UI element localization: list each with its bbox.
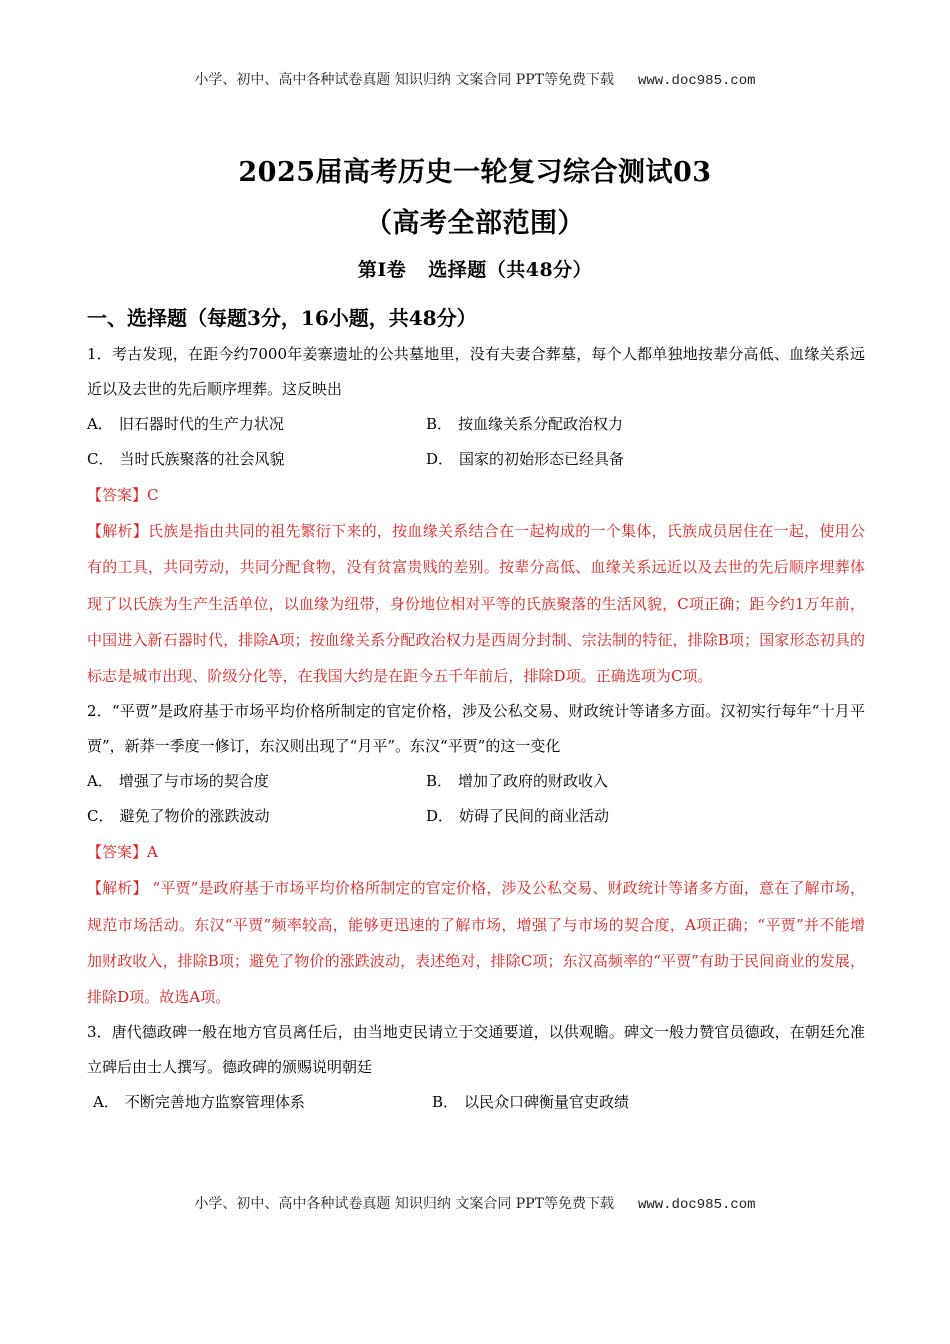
option-list bbox=[87, 407, 865, 477]
header-site-link[interactable]: www.doc985.com bbox=[637, 73, 756, 89]
option-letter: A． bbox=[87, 415, 113, 433]
question-2 bbox=[87, 694, 865, 1015]
option-text: 按血缘关系分配政治权力 bbox=[458, 415, 624, 433]
question-3 bbox=[87, 1015, 865, 1120]
option-text: 避免了物价的涨跌波动 bbox=[119, 807, 270, 826]
page-footer bbox=[0, 1193, 950, 1213]
option-text: 国家的初始形态已经具备 bbox=[459, 450, 625, 468]
question-1 bbox=[87, 337, 865, 694]
part-label: 第Ⅰ卷 bbox=[357, 259, 407, 281]
option-letter: C． bbox=[87, 807, 114, 826]
part-name: 选择题（共48分） bbox=[428, 259, 593, 281]
analysis-paragraph: 【解析】氏族是指由共同的祖先繁衍下来的，按血缘关系结合在一起构成的一个集体，氏族成员居住在一起，使用公有的工具，共同劳动，共同分配食物，没有贫富贵贱的差别。按辈分高低、血缘关系远近以及去世的先后顺序埋葬体现了以氏族为生产生活单位，以血缘为纽带，身份地位相对平等的氏族聚落的生活风貌，C项正确；距今约1万年前，中国进入新石器时代，排除A项；按血缘关系分配政治权力是西周分封制、宗法制的特征，排除B项；国家形态初具的标志是城市出现、阶级分化等，在我国大约是在距今五千年前后，排除D项。正确选项为C项。 bbox=[87, 522, 865, 686]
page-header bbox=[0, 69, 950, 89]
option-list bbox=[87, 764, 865, 834]
header-text: 小学、初中、高中各种试卷真题 知识归纳 文案合同 PPT等免费下载 bbox=[194, 72, 614, 88]
question-stem: 3．唐代德政碑一般在地方官员离任后，由当地吏民请立于交通要道，以供观瞻。碑文一般力赞官员德政，在朝廷允准立碑后由士人撰写。德政碑的颁赐说明朝廷 bbox=[87, 1023, 865, 1077]
option-letter: C． bbox=[87, 450, 114, 468]
option-c bbox=[87, 799, 426, 834]
answer-line: 【答案】C bbox=[87, 486, 159, 504]
footer-text: 小学、初中、高中各种试卷真题 知识归纳 文案合同 PPT等免费下载 bbox=[194, 1196, 614, 1212]
option-text: 增强了与市场的契合度 bbox=[118, 772, 269, 791]
option-b bbox=[426, 407, 765, 442]
option-text: 以民众口碑衡量官吏政绩 bbox=[464, 1093, 630, 1112]
option-d bbox=[426, 442, 765, 477]
option-c bbox=[87, 442, 426, 477]
option-letter: D． bbox=[426, 807, 454, 826]
question-stem: 2．“平贾”是政府基于市场平均价格所制定的官定价格，涉及公私交易、财政统计等诸多方面。汉初实行每年“十月平贾”，新莽一季度一修订，东汉则出现了“月平”。东汉“平贾”的这一变化 bbox=[87, 702, 865, 756]
option-text: 当时氏族聚落的社会风貌 bbox=[119, 450, 285, 468]
question-stem: 1．考古发现，在距今约7000年姜寨遗址的公共墓地里，没有夫妻合葬墓，每个人都单独地按辈分高低、血缘关系远近以及去世的先后顺序埋葬。这反映出 bbox=[87, 345, 865, 398]
footer-site-link[interactable]: www.doc985.com bbox=[637, 1197, 756, 1213]
analysis-paragraph: 【解析】 “平贾”是政府基于市场平均价格所制定的官定价格，涉及公私交易、财政统计等诸多方面，意在了解市场，规范市场活动。东汉“平贾”频率较高，能够更迅速的了解市场，增强了与市场的契合度，A项正确；“平贾”并不能增加财政收入，排除B项；避免了物价的涨跌波动，表述绝对，排除C项；东汉高频率的“平贾”有助于民间商业的发展，排除D项。故选A项。 bbox=[87, 879, 865, 1007]
part-heading bbox=[0, 255, 950, 282]
option-text: 旧石器时代的生产力状况 bbox=[118, 415, 284, 433]
option-letter: B． bbox=[426, 415, 453, 433]
option-text: 不断完善地方监察管理体系 bbox=[124, 1093, 305, 1112]
option-letter: B． bbox=[432, 1093, 459, 1112]
option-b bbox=[426, 764, 765, 799]
option-a bbox=[87, 764, 426, 799]
section-heading: 一、选择题（每题3分，16小题，共48分） bbox=[87, 306, 477, 330]
option-letter: D． bbox=[426, 450, 454, 468]
answer-line: 【答案】A bbox=[87, 843, 158, 862]
doc-title: 2025届高考历史一轮复习综合测试03 bbox=[238, 157, 712, 188]
option-letter: A． bbox=[93, 1093, 119, 1112]
option-a bbox=[87, 407, 426, 442]
question-content bbox=[87, 303, 865, 1120]
option-letter: B． bbox=[426, 772, 453, 791]
option-a bbox=[93, 1085, 432, 1120]
option-letter: A． bbox=[87, 772, 113, 791]
option-text: 妨碍了民间的商业活动 bbox=[459, 807, 610, 826]
option-d bbox=[426, 799, 765, 834]
option-b bbox=[432, 1085, 771, 1120]
doc-subtitle: （高考全部范围） bbox=[365, 208, 585, 239]
option-text: 增加了政府的财政收入 bbox=[458, 772, 609, 791]
option-list bbox=[87, 1085, 865, 1120]
